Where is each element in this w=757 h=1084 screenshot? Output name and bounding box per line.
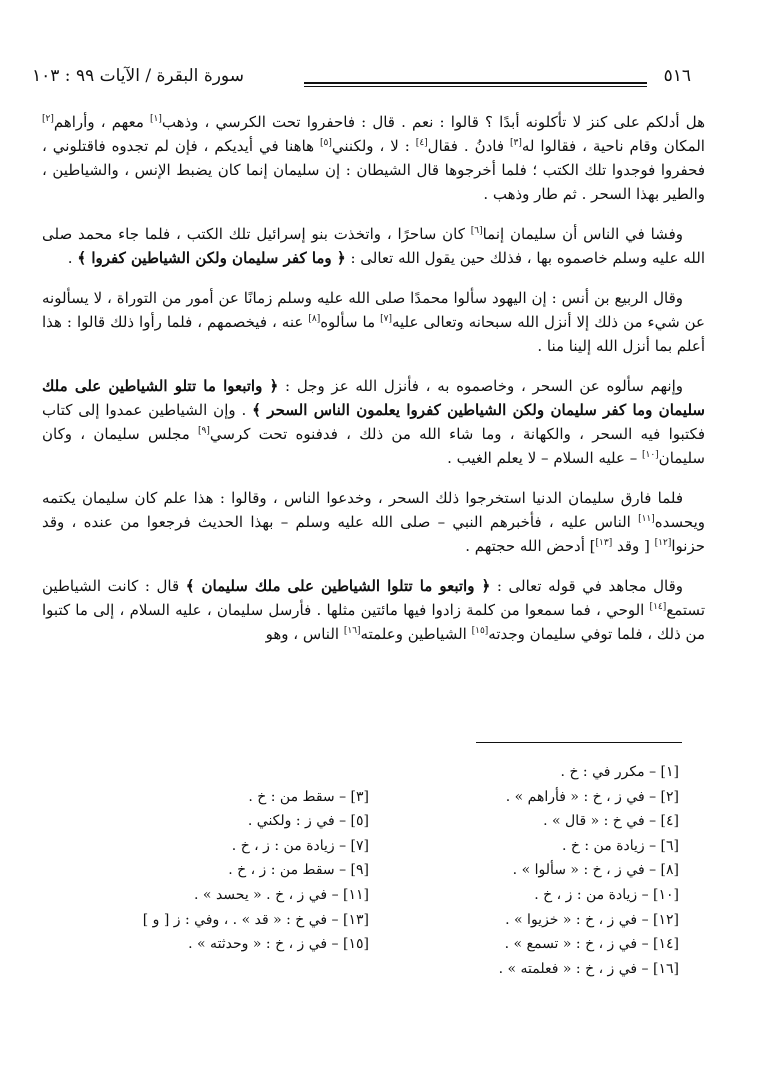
footnote-row [60, 809, 679, 834]
footnote-14: [١٤] – في ز ، خ : « تسمع » . [504, 936, 679, 953]
quran-quote: ﴿ وما كفر سليمان ولكن الشياطين كفروا ﴾ [77, 249, 346, 267]
footnote-9: [٩] – سقط من : ز ، خ . [228, 862, 369, 879]
footnote-6: [٦] – زيادة من : خ . [561, 837, 679, 854]
footnote-row [60, 858, 679, 883]
quran-quote: ﴿ واتبعوا ما تتلو الشياطين على ملك سليمان وما كفر سليمان ولكن الشياطين كفروا يعلمون الناس السحر ﴾ [42, 377, 705, 419]
footnote-ref: [٤] [415, 138, 428, 148]
footnote-ref: [٩] [198, 426, 210, 436]
paragraph-6: وقال مجاهد في قوله تعالى : ﴿ واتبعو ما تتلوا الشياطين على ملك سليمان ﴾ قال : كانت الشياطين تستمع[١٤] الوحي ، فما سمعوا من كلمة زادوا فيها مائتين مثلها . فأرسل سليمان ، عليه السلام ، إلى ما كتبوا من ذلك ، فلما توفي سليمان وجدته[١٥] الشياطين وعلمته[١٦] الناس ، وهو [42, 577, 705, 643]
footnote-ref: [٢] [42, 114, 54, 124]
footnote-1: [١] – مكرر في : خ . [560, 764, 679, 780]
footnote-10: [١٠] – زيادة من : ز ، خ . [534, 886, 679, 903]
footnote-11: [١١] – في ز ، خ . « يحسد » . [194, 886, 369, 903]
footnote-7: [٧] – زيادة من : ز ، خ . [231, 837, 369, 854]
footnote-separator [476, 742, 682, 743]
footnote-row [60, 932, 679, 957]
page-number: ٥١٦ [663, 66, 691, 86]
paragraph-3: وقال الربيع بن أنس : إن اليهود سألوا محمدًا صلى الله عليه وسلم زمانًا عن أمور من التوراة ، لا يسألونه عن شيء من ذلك إلا أنزل الله سبحانه وتعالى عليه[٧] ما سألوه[٨] عنه ، فيخصمهم ، فلما رأوا ذلك قالوا : هذا أعلم بما أنزل الله إلينا منا . [42, 289, 705, 355]
footnote-row [60, 760, 679, 785]
header-rule [304, 82, 647, 87]
footnote-2: [٢] – في ز ، خ : « فأراهم » . [505, 788, 679, 805]
footnote-ref: [٨] [308, 314, 321, 324]
footnote-ref: [٣] [509, 138, 522, 148]
footnote-ref: [١٣] [595, 538, 613, 548]
footnote-ref: [١٦] [343, 626, 361, 636]
footnote-5: [٥] – في ز : ولكني . [247, 813, 369, 830]
footnote-row [60, 834, 679, 859]
footnote-ref: [١٤] [649, 602, 667, 612]
footnote-ref: [١٢] [654, 538, 672, 548]
footnote-row [60, 908, 679, 933]
paragraph-4: وإنهم سألوه عن السحر ، وخاصموه به ، فأنزل الله عز وجل : ﴿ واتبعوا ما تتلو الشياطين على ملك سليمان وما كفر سليمان ولكن الشياطين كفروا يعلمون الناس السحر ﴾ . وإن الشياطين عمدوا إلى كتاب فكتبوا فيه السحر ، والكهانة ، وما شاء الله من ذلك ، فدفنوه تحت كرسي[٩] مجلس سليمان ، وكان سليمان[١٠] – عليه السلام – لا يعلم الغيب . [42, 377, 705, 467]
footnote-row [60, 785, 679, 810]
footnote-ref: [١٠] [641, 450, 659, 460]
footnotes [60, 760, 679, 981]
footnote-3: [٣] – سقط من : خ . [248, 788, 369, 805]
quran-quote: ﴿ واتبعو ما تتلوا الشياطين على ملك سليمان ﴾ [185, 577, 491, 595]
paragraph-5: فلما فارق سليمان الدنيا استخرجوا ذلك السحر ، وخدعوا الناس ، وقالوا : هذا علم كان سليمان يكتمه ويحسده[١١] الناس عليه ، فأخبرهم النبي – صلى الله عليه وسلم – بهذا الحديث فرجعوا من عنده ، وقد حزنوا[١٢] [ وقد [١٣]] أدحض الله حجتهم . [42, 489, 705, 555]
footnote-8: [٨] – في ز ، خ : « سألوا » . [512, 862, 679, 879]
footnote-row [60, 883, 679, 908]
footnote-ref: [١٥] [471, 626, 489, 636]
page-header [32, 62, 691, 90]
footnote-ref: [٥] [320, 138, 332, 148]
running-title: سورة البقرة / الآيات ٩٩ : ١٠٣ [32, 66, 244, 86]
footnote-15: [١٥] – في ز ، خ : « وحدثته » . [188, 936, 369, 953]
footnote-row [60, 957, 679, 982]
footnote-ref: [٦] [470, 226, 483, 236]
footnote-ref: [١] [149, 114, 162, 124]
main-text [42, 110, 705, 662]
footnote-ref: [٧] [380, 314, 392, 324]
paragraph-1: هل أدلكم على كنز لا تأكلونه أبدًا ؟ قالوا : نعم . قال : فاحفروا تحت الكرسي ، وذهب[١] معهم ، وأراهم[٢] المكان وقام ناحية ، فقالوا له[٣] فادنُ . فقال[٤] : لا ، ولكنني[٥] هاهنا في أيديكم ، فإن لم تجدوه فاقتلوني ، فحفروا فوجدوا تلك الكتب ؛ فلما أخرجوها قال الشيطان : إن سليمان إنما كان يضبط الإنس ، والشياطين ، والطير بهذا السحر . ثم طار وذهب . [42, 113, 705, 203]
footnote-12: [١٢] – في ز ، خ : « خزيوا » . [505, 911, 679, 928]
footnote-16: [١٦] – في ز ، خ : « فعلمته » . [498, 960, 679, 977]
footnote-4: [٤] – في خ : « قال » . [543, 813, 679, 830]
footnote-13: [١٣] – في خ : « قد » . ، وفي : ز [ و ] [142, 911, 369, 928]
footnote-ref: [١١] [638, 514, 655, 524]
paragraph-2: وفشا في الناس أن سليمان إنما[٦] كان ساحرًا ، واتخذت بنو إسرائيل تلك الكتب ، فلما جاء محمد صلى الله عليه وسلم خاصموه بها ، فذلك حين يقول الله تعالى : ﴿ وما كفر سليمان ولكن الشياطين كفروا ﴾ . [42, 225, 705, 267]
